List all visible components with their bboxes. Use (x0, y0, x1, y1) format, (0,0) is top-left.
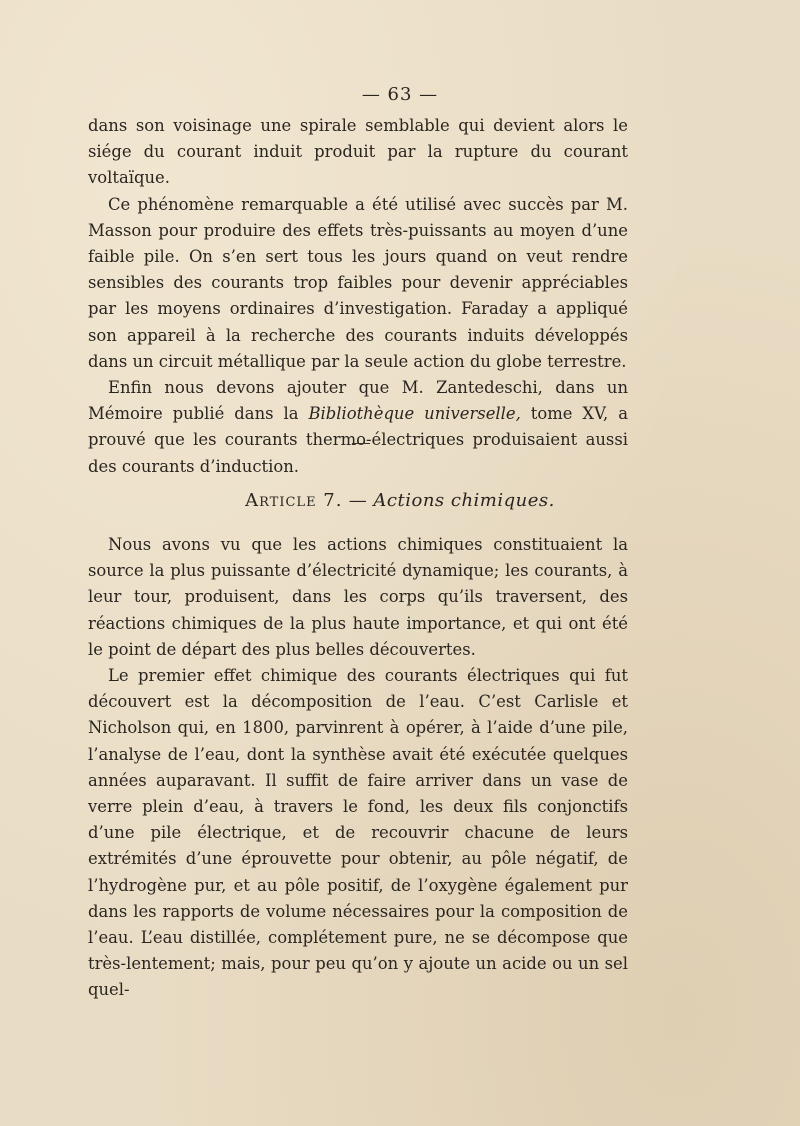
paragraph-chemical-actions: Nous avons vu que les actions chimiques constituaient la source la plus puissante d’électricité dynamique; les courants, à leur tour, produisent, dans les corps qu’ils traversent, des réactions chimiques de la plus haute importance, et qui ont été le point de départ des plus belles découvertes. (88, 535, 628, 659)
paragraph-zantedeschi-end: tome XV, a prouvé que les courants thermo-électriques produisaient aussi des courants d’induction. (88, 404, 628, 476)
article-title: Actions chimiques. (373, 490, 555, 511)
page-number: — 63 — (361, 84, 439, 105)
text-block-top (88, 113, 628, 480)
paragraph-masson: Ce phénomène remarquable a été utilisé avec succès par M. Masson pour produire des effets très-puissants au moyen d’une faible pile. On s’en sert tous les jours quand on veut rendre sensibles des courants trop faibles pour devenir appréciables par les moyens ordinaires d’investigation. Faraday a appliqué son appareil à la recherche des courants induits développés dans un circuit métallique par la seule action du globe terrestre. (88, 194, 628, 371)
paragraph-zantedeschi (88, 375, 628, 480)
paragraph-continuation: dans son voisinage une spirale semblable qui devient alors le siége du courant induit produit par la rupture du courant voltaïque. (88, 116, 628, 188)
article-dash: — (342, 490, 374, 511)
paragraph-zantedeschi-start: Enfin nous devons ajouter que M. Zantedeschi, dans un Mémoire publié dans la (88, 378, 628, 424)
article-label: Article 7. (245, 490, 343, 511)
text-block-bottom (88, 532, 628, 1004)
section-separator (352, 443, 370, 444)
article-heading (0, 490, 800, 511)
paragraph-water-decomposition: Le premier effet chimique des courants électriques qui fut découvert est la décomposition de l’eau. C’est Carlisle et Nicholson qui, en 1800, parvinrent à opérer, à l’aide d’une pile, l’analyse de l’eau, dont la synthèse avait été exécutée quelques années auparavant. Il suffit de faire arriver dans un vase de verre plein d’eau, à travers le fond, les deux fils conjonctifs d’une pile électrique, et de recouvrir chacune de leurs extrémités d’une éprouvette pour obtenir, au pôle négatif, de l’hydrogène pur, et au pôle positif, de l’oxygène également pur dans les rapports de volume nécessaires pour la composition de l’eau. L’eau distillée, complétement pure, ne se décompose que très-lentement; mais, pour peu qu’on y ajoute un acide ou un sel quel- (88, 666, 628, 1000)
journal-title: Bibliothèque universelle, (308, 404, 521, 424)
